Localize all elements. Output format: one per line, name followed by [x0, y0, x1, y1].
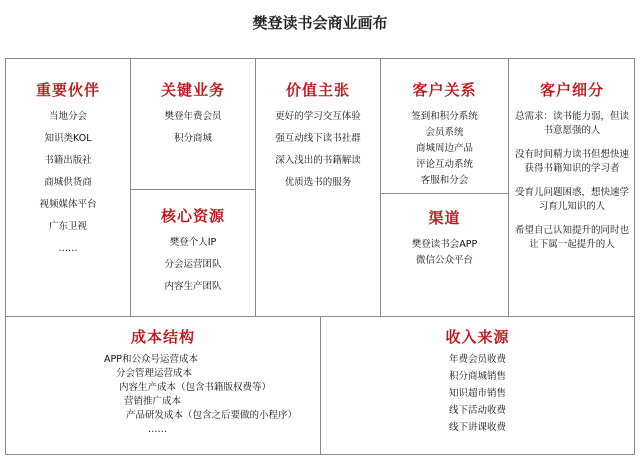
- list-item: 深入浅出的书籍解读: [275, 155, 361, 166]
- customer-segments-heading: 客户细分: [539, 81, 604, 99]
- key-activities-heading: 关键业务: [160, 81, 225, 99]
- list-item: 樊登年费会员: [164, 111, 222, 122]
- list-item: 希望自己认知提升的同时也让下属一起提升的人: [514, 225, 629, 250]
- list-item: 受育儿问题困惑，想快速学习育儿知识的人: [514, 187, 629, 212]
- list-item: 评论互动系统: [415, 159, 473, 170]
- list-item: 优质选书的服务: [284, 177, 352, 188]
- revenue-streams-heading: 收入来源: [445, 328, 510, 346]
- list-item: 樊登个人IP: [169, 237, 217, 248]
- list-item: 客服和分会: [420, 175, 469, 186]
- list-item: 当地分会: [48, 111, 87, 122]
- list-item: 会员系统: [425, 127, 464, 138]
- key-activities-block: [131, 79, 255, 154]
- cost-structure-block: [6, 326, 320, 437]
- list-item: 线下活动收费: [448, 405, 506, 416]
- list-item: 视频媒体平台: [39, 199, 97, 210]
- list-item: ……: [148, 424, 167, 435]
- divider: [380, 193, 508, 194]
- key-partners-heading: 重要伙伴: [35, 81, 100, 99]
- list-item: 积分商城: [173, 133, 212, 144]
- list-item: 营销推广成本: [124, 396, 182, 407]
- cost-list: [6, 353, 320, 437]
- business-canvas: [5, 58, 635, 455]
- list-item: 内容生产成本（包含书籍版权费等）: [119, 382, 272, 393]
- list-item: 商城供货商: [44, 177, 92, 188]
- key-partners-block: [6, 79, 130, 264]
- revenue-streams-block: [321, 326, 634, 438]
- key-resources-block: [131, 205, 255, 302]
- list-item: APP和公众号运营成本: [104, 354, 198, 365]
- customer-relationships-heading: 客户关系: [412, 81, 477, 99]
- list-item: 积分商城销售: [448, 371, 506, 382]
- customer-relationships-block: [381, 79, 508, 190]
- list-item: 分会运营团队: [164, 259, 222, 270]
- customer-segments-block: [514, 79, 630, 262]
- divider: [508, 59, 509, 316]
- list-item: 樊登读书会APP: [411, 239, 478, 250]
- cost-structure-heading: 成本结构: [130, 328, 195, 346]
- channels-block: [381, 207, 508, 270]
- list-item: ……: [58, 243, 78, 254]
- list-item: 签到和积分系统: [411, 111, 478, 122]
- list-item: 分会管理运营成本: [116, 368, 193, 379]
- value-proposition-block: [256, 79, 380, 198]
- divider: [130, 189, 255, 190]
- list-item: 微信公众平台: [415, 255, 473, 266]
- list-item: 年费会员收费: [448, 354, 506, 365]
- list-item: 广东卫视: [48, 221, 87, 232]
- list-item: 知识超市销售: [448, 388, 506, 399]
- list-item: 内容生产团队: [164, 281, 222, 292]
- list-item: 产品研发成本（包含之后要做的小程序）: [126, 410, 298, 421]
- page-title: 樊登读书会商业画布: [252, 14, 388, 32]
- channels-heading: 渠道: [428, 209, 461, 227]
- list-item: 书籍出版社: [44, 155, 92, 166]
- list-item: 没有时间精力读书但想快速获得书籍知识的学习者: [514, 149, 629, 174]
- list-item: 总需求：读书能力弱，但读书意愿强的人: [514, 111, 629, 136]
- list-item: 知识类KOL: [44, 133, 92, 144]
- list-item: 更好的学习交互体验: [275, 111, 361, 122]
- list-item: 线下讲课收费: [448, 422, 506, 433]
- list-item: 强互动线下读书社群: [275, 133, 361, 144]
- list-item: 商城周边产品: [415, 143, 473, 154]
- value-proposition-heading: 价值主张: [285, 81, 350, 99]
- key-resources-heading: 核心资源: [160, 207, 225, 225]
